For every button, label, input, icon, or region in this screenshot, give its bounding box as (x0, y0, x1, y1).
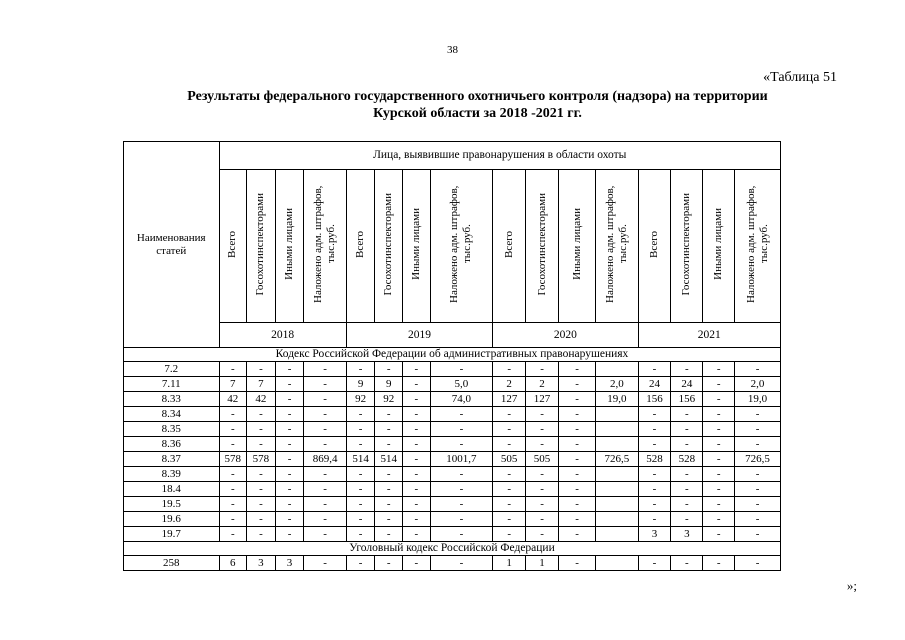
value-cell: - (219, 362, 247, 377)
value-cell: 1 (493, 556, 526, 571)
value-cell: - (304, 512, 346, 527)
value-cell: - (375, 512, 403, 527)
table-row (124, 407, 781, 422)
value-cell: - (403, 392, 431, 407)
subcolumn-header (596, 170, 638, 323)
value-cell: - (493, 437, 526, 452)
value-cell: - (430, 512, 493, 527)
value-cell: - (346, 512, 375, 527)
value-cell: 92 (375, 392, 403, 407)
value-cell: 2 (526, 377, 559, 392)
value-cell: - (558, 392, 595, 407)
value-cell: 1001,7 (430, 452, 493, 467)
value-cell: - (346, 527, 375, 542)
value-cell (596, 362, 638, 377)
value-cell: 3 (638, 527, 671, 542)
header-row-group (124, 142, 781, 170)
value-cell: - (735, 362, 781, 377)
value-cell: 9 (346, 377, 375, 392)
value-cell: 869,4 (304, 452, 346, 467)
value-cell: - (493, 482, 526, 497)
value-cell: - (526, 467, 559, 482)
table-row (124, 556, 781, 571)
value-cell: - (275, 527, 304, 542)
value-cell: - (375, 556, 403, 571)
table-row (124, 452, 781, 467)
subcolumn-header-text: Всего (226, 230, 239, 258)
value-cell: - (638, 362, 671, 377)
value-cell: 156 (638, 392, 671, 407)
value-cell: - (219, 527, 247, 542)
value-cell: 505 (493, 452, 526, 467)
value-cell: - (219, 422, 247, 437)
article-name-cell: 8.36 (124, 437, 220, 452)
value-cell: 578 (247, 452, 276, 467)
header-row-years (124, 323, 781, 348)
value-cell: - (671, 407, 703, 422)
value-cell: - (526, 437, 559, 452)
value-cell: - (430, 556, 493, 571)
value-cell: 24 (671, 377, 703, 392)
section-row (124, 348, 781, 362)
value-cell: - (346, 407, 375, 422)
value-cell: - (638, 407, 671, 422)
value-cell: - (304, 467, 346, 482)
value-cell: - (219, 497, 247, 512)
subcolumn-header-text: Иными лицами (712, 208, 725, 280)
value-cell: - (346, 437, 375, 452)
subcolumn-header (526, 170, 559, 323)
value-cell: - (403, 452, 431, 467)
subcolumn-header (703, 170, 735, 323)
table-row (124, 482, 781, 497)
value-cell: 19,0 (596, 392, 638, 407)
value-cell: - (671, 437, 703, 452)
value-cell: - (430, 437, 493, 452)
value-cell: - (403, 467, 431, 482)
table-row (124, 362, 781, 377)
value-cell: - (526, 497, 559, 512)
value-cell: - (275, 377, 304, 392)
article-name-cell: 8.34 (124, 407, 220, 422)
value-cell: - (247, 512, 276, 527)
value-cell (596, 467, 638, 482)
value-cell: - (638, 556, 671, 571)
value-cell: 19,0 (735, 392, 781, 407)
subcolumn-header (430, 170, 493, 323)
value-cell: 6 (219, 556, 247, 571)
value-cell: - (671, 482, 703, 497)
table-row (124, 497, 781, 512)
value-cell: - (703, 407, 735, 422)
value-cell: - (735, 422, 781, 437)
value-cell: 3 (247, 556, 276, 571)
article-name-cell: 18.4 (124, 482, 220, 497)
value-cell: - (430, 467, 493, 482)
value-cell: 92 (346, 392, 375, 407)
article-name-cell: 7.2 (124, 362, 220, 377)
subcolumn-header-text: Наложено адм. штрафов, тыс.руб. (312, 185, 338, 303)
value-cell: - (558, 452, 595, 467)
table-row (124, 437, 781, 452)
subcolumn-header (671, 170, 703, 323)
value-cell: - (304, 362, 346, 377)
header-row-subcolumns (124, 170, 781, 323)
value-cell: - (735, 527, 781, 542)
value-cell: - (703, 437, 735, 452)
row-label-text: Наименования статей (136, 231, 206, 257)
value-cell: - (526, 407, 559, 422)
value-cell: - (703, 362, 735, 377)
value-cell: - (346, 362, 375, 377)
value-cell: - (275, 512, 304, 527)
value-cell: - (493, 422, 526, 437)
value-cell: - (735, 407, 781, 422)
value-cell: - (346, 422, 375, 437)
value-cell: - (375, 362, 403, 377)
value-cell: - (275, 422, 304, 437)
value-cell: - (493, 497, 526, 512)
value-cell: - (304, 556, 346, 571)
value-cell: - (735, 437, 781, 452)
value-cell: - (403, 497, 431, 512)
value-cell: - (671, 497, 703, 512)
value-cell: - (275, 467, 304, 482)
value-cell: - (346, 482, 375, 497)
article-name-cell: 7.11 (124, 377, 220, 392)
value-cell: - (735, 497, 781, 512)
value-cell: - (375, 422, 403, 437)
value-cell: 2,0 (596, 377, 638, 392)
value-cell: - (430, 497, 493, 512)
subcolumn-header-text: Иными лицами (409, 208, 422, 280)
title-line-1: Результаты федерального государственного охотничьего контроля (надзора) на территории (187, 89, 768, 104)
value-cell (596, 527, 638, 542)
value-cell: 9 (375, 377, 403, 392)
value-cell: - (403, 362, 431, 377)
subcolumn-header (275, 170, 304, 323)
value-cell: - (346, 467, 375, 482)
value-cell: - (703, 377, 735, 392)
value-cell: - (304, 407, 346, 422)
value-cell: - (403, 422, 431, 437)
value-cell: - (403, 377, 431, 392)
subcolumn-header (403, 170, 431, 323)
value-cell: - (558, 362, 595, 377)
value-cell: - (247, 527, 276, 542)
value-cell: - (430, 422, 493, 437)
table-row (124, 527, 781, 542)
value-cell: - (671, 422, 703, 437)
value-cell: - (558, 377, 595, 392)
year-header: 2020 (493, 323, 638, 348)
value-cell: - (735, 556, 781, 571)
value-cell: - (304, 497, 346, 512)
subcolumn-header (558, 170, 595, 323)
article-name-cell: 8.39 (124, 467, 220, 482)
value-cell: - (304, 392, 346, 407)
subcolumn-header-text: Всего (648, 230, 660, 258)
subcolumn-header (375, 170, 403, 323)
value-cell: 24 (638, 377, 671, 392)
value-cell: - (735, 512, 781, 527)
year-header: 2021 (638, 323, 780, 348)
value-cell: - (375, 497, 403, 512)
value-cell: 514 (375, 452, 403, 467)
value-cell: - (703, 512, 735, 527)
article-name-cell: 19.6 (124, 512, 220, 527)
value-cell: - (346, 556, 375, 571)
value-cell: - (638, 422, 671, 437)
value-cell: - (558, 556, 595, 571)
value-cell: - (403, 556, 431, 571)
value-cell: - (219, 407, 247, 422)
value-cell: - (493, 362, 526, 377)
subcolumn-header (735, 170, 781, 323)
value-cell: - (403, 527, 431, 542)
subcolumn-header-text: Госохотинспекторами (382, 192, 395, 296)
value-cell: 2 (493, 377, 526, 392)
group-title-header: Лица, выявившие правонарушения в области охоты (219, 142, 781, 170)
value-cell: 74,0 (430, 392, 493, 407)
value-cell: - (703, 556, 735, 571)
value-cell: - (430, 482, 493, 497)
value-cell: - (219, 482, 247, 497)
section-row (124, 542, 781, 556)
value-cell: - (304, 482, 346, 497)
value-cell: - (346, 497, 375, 512)
value-cell: - (219, 512, 247, 527)
value-cell: - (638, 467, 671, 482)
value-cell: - (703, 527, 735, 542)
value-cell: - (493, 527, 526, 542)
subcolumn-header (493, 170, 526, 323)
value-cell: - (493, 407, 526, 422)
value-cell: - (558, 422, 595, 437)
value-cell: - (219, 467, 247, 482)
row-label-header (124, 142, 220, 348)
value-cell: - (247, 437, 276, 452)
value-cell: - (638, 497, 671, 512)
table-label: «Таблица 51 (763, 70, 837, 85)
value-cell: - (671, 467, 703, 482)
value-cell: 528 (671, 452, 703, 467)
value-cell: - (275, 437, 304, 452)
value-cell: - (703, 452, 735, 467)
subcolumn-header (638, 170, 671, 323)
value-cell (596, 422, 638, 437)
value-cell: 7 (219, 377, 247, 392)
value-cell: - (247, 482, 276, 497)
value-cell: 514 (346, 452, 375, 467)
value-cell: - (638, 437, 671, 452)
article-name-cell: 8.35 (124, 422, 220, 437)
subcolumn-header-text: Всего (354, 230, 367, 258)
value-cell: 5,0 (430, 377, 493, 392)
table-row (124, 392, 781, 407)
subcolumn-header (346, 170, 375, 323)
title-line-2: Курской области за 2018 -2021 гг. (373, 106, 582, 121)
value-cell: - (526, 422, 559, 437)
value-cell: 127 (526, 392, 559, 407)
value-cell: - (304, 377, 346, 392)
value-cell: - (735, 467, 781, 482)
table-row (124, 377, 781, 392)
value-cell: - (638, 482, 671, 497)
value-cell: 505 (526, 452, 559, 467)
value-cell: - (558, 527, 595, 542)
value-cell: - (638, 512, 671, 527)
subcolumn-header-text: Иными лицами (570, 208, 583, 280)
value-cell: - (375, 437, 403, 452)
value-cell: - (526, 512, 559, 527)
value-cell: 726,5 (735, 452, 781, 467)
value-cell: 156 (671, 392, 703, 407)
value-cell: - (247, 362, 276, 377)
value-cell: - (526, 482, 559, 497)
value-cell: - (703, 422, 735, 437)
table-row (124, 422, 781, 437)
value-cell: 127 (493, 392, 526, 407)
subcolumn-header-text: Иными лицами (283, 208, 296, 280)
subcolumn-header (304, 170, 346, 323)
value-cell (596, 512, 638, 527)
article-name-cell: 8.33 (124, 392, 220, 407)
value-cell: 42 (219, 392, 247, 407)
value-cell: - (403, 407, 431, 422)
subcolumn-header-text: Всего (502, 230, 515, 258)
value-cell: 726,5 (596, 452, 638, 467)
value-cell: - (247, 497, 276, 512)
value-cell: - (403, 512, 431, 527)
page-title (120, 88, 835, 122)
value-cell: - (671, 512, 703, 527)
value-cell: - (304, 527, 346, 542)
article-name-cell: 8.37 (124, 452, 220, 467)
value-cell: - (375, 407, 403, 422)
value-cell: 42 (247, 392, 276, 407)
value-cell: - (671, 556, 703, 571)
value-cell: - (430, 527, 493, 542)
value-cell (596, 407, 638, 422)
article-name-cell: 258 (124, 556, 220, 571)
value-cell: - (703, 392, 735, 407)
subcolumn-header-text: Госохотинспекторами (535, 192, 548, 296)
value-cell (596, 437, 638, 452)
value-cell: - (430, 407, 493, 422)
value-cell: - (304, 437, 346, 452)
section-title: Уголовный кодекс Российской Федерации (124, 542, 781, 556)
value-cell: - (375, 482, 403, 497)
subcolumn-header-text: Госохотинспекторами (254, 192, 267, 296)
year-header: 2019 (346, 323, 492, 348)
value-cell: - (403, 482, 431, 497)
value-cell: - (558, 497, 595, 512)
value-cell: - (558, 512, 595, 527)
closing-mark: »; (846, 578, 857, 593)
value-cell: - (275, 407, 304, 422)
value-cell: - (430, 362, 493, 377)
value-cell: - (558, 437, 595, 452)
value-cell: 578 (219, 452, 247, 467)
value-cell: - (703, 467, 735, 482)
value-cell (596, 497, 638, 512)
subcolumn-header-text: Наложено адм. штрафов, тыс.руб. (448, 185, 474, 303)
value-cell: - (558, 482, 595, 497)
value-cell (596, 482, 638, 497)
value-cell: - (247, 467, 276, 482)
value-cell (596, 556, 638, 571)
value-cell: - (493, 512, 526, 527)
value-cell: - (526, 362, 559, 377)
article-name-cell: 19.7 (124, 527, 220, 542)
year-header: 2018 (219, 323, 346, 348)
subcolumn-header (247, 170, 276, 323)
results-table (123, 141, 781, 571)
table-row (124, 467, 781, 482)
value-cell: - (275, 362, 304, 377)
value-cell: 528 (638, 452, 671, 467)
value-cell: - (275, 452, 304, 467)
subcolumn-header-text: Наложено адм. штрафов, тыс.руб. (603, 185, 629, 303)
section-title: Кодекс Российской Федерации об административных правонарушениях (124, 348, 781, 362)
subcolumn-header-text: Наложено адм. штрафов, тыс.руб. (744, 185, 770, 303)
value-cell: 3 (275, 556, 304, 571)
value-cell: - (493, 467, 526, 482)
subcolumn-header (219, 170, 247, 323)
value-cell: - (526, 527, 559, 542)
value-cell: - (735, 482, 781, 497)
value-cell: - (671, 362, 703, 377)
subcolumn-header-text: Госохотинспекторами (680, 192, 693, 296)
value-cell: - (375, 467, 403, 482)
value-cell: - (304, 422, 346, 437)
page-number: 38 (447, 44, 458, 56)
table-row (124, 512, 781, 527)
value-cell: - (558, 407, 595, 422)
value-cell: - (403, 437, 431, 452)
value-cell: - (275, 482, 304, 497)
value-cell: - (247, 407, 276, 422)
table-body (124, 142, 781, 571)
value-cell: - (375, 527, 403, 542)
value-cell: 1 (526, 556, 559, 571)
value-cell: - (247, 422, 276, 437)
value-cell: 7 (247, 377, 276, 392)
value-cell: 3 (671, 527, 703, 542)
value-cell: - (275, 497, 304, 512)
value-cell: - (558, 467, 595, 482)
value-cell: - (703, 482, 735, 497)
value-cell: - (219, 437, 247, 452)
value-cell: - (703, 497, 735, 512)
value-cell: - (275, 392, 304, 407)
value-cell: 2,0 (735, 377, 781, 392)
article-name-cell: 19.5 (124, 497, 220, 512)
